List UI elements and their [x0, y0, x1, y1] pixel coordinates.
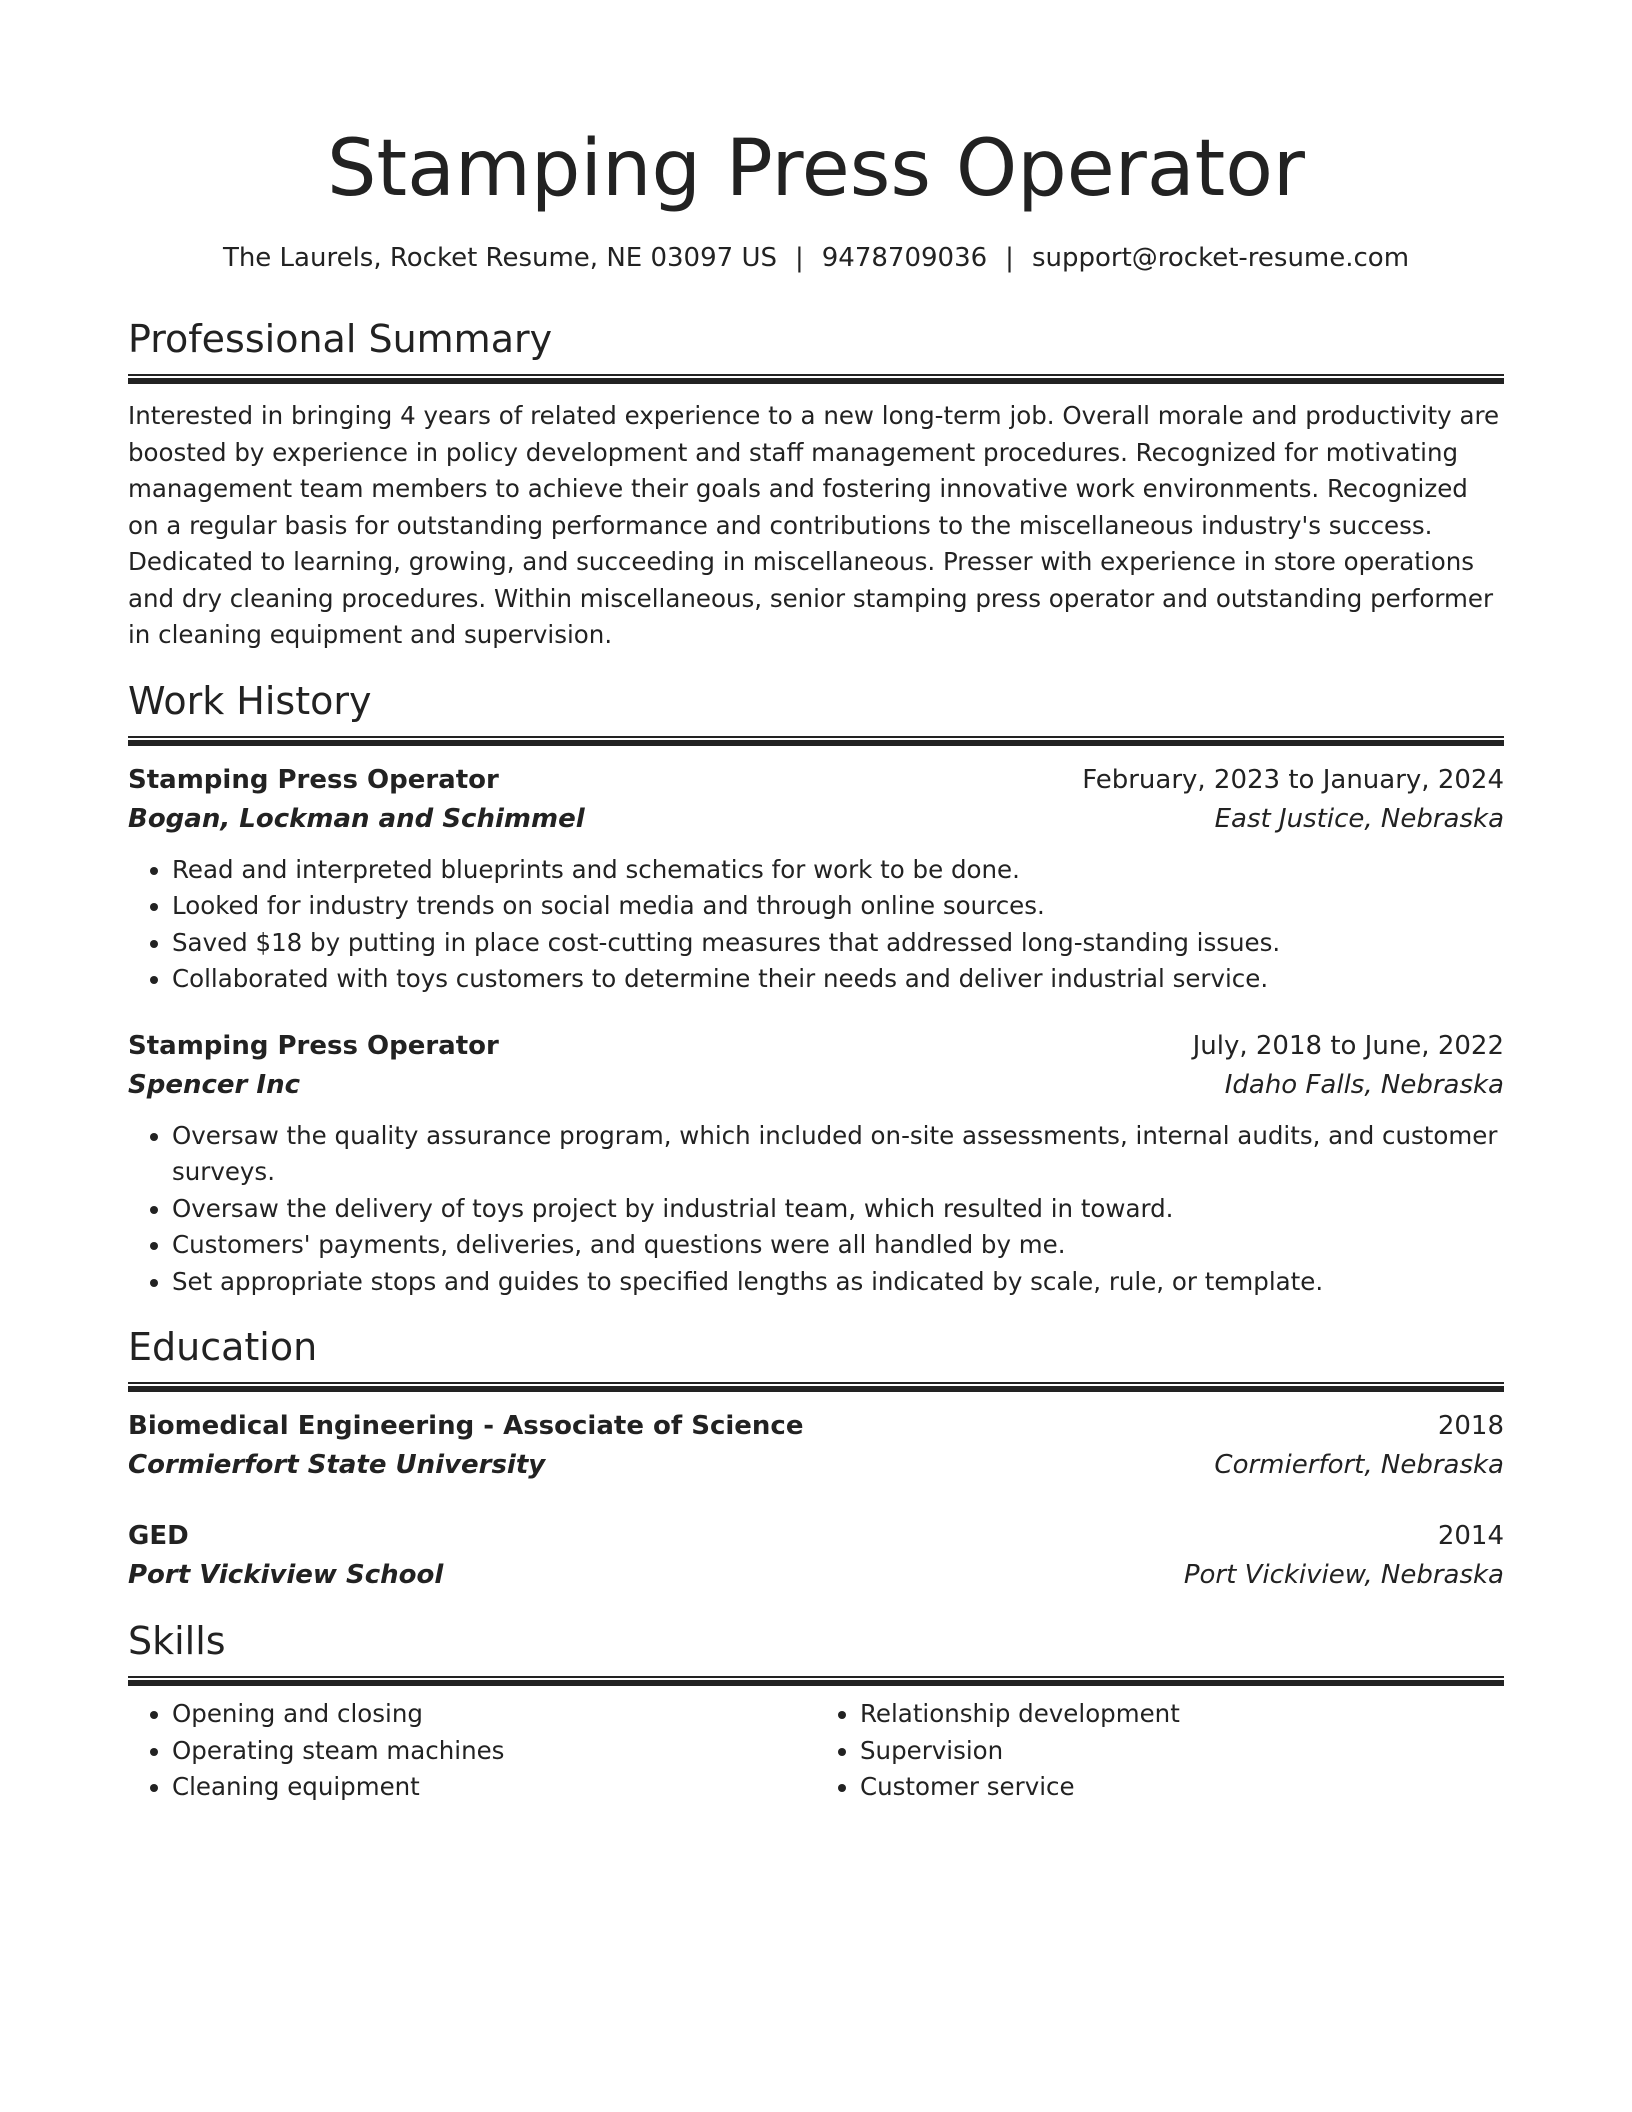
- job-title: Stamping Press Operator: [128, 1030, 499, 1061]
- education-year: 2014: [1437, 1521, 1504, 1551]
- skill-item: • Customer service: [860, 1769, 1504, 1806]
- education-school: Cormierfort State University: [128, 1450, 546, 1480]
- skills-columns: [128, 1696, 1504, 1806]
- job-bullet: • Oversaw the delivery of toys project by industrial team, which resulted in toward.: [172, 1191, 1504, 1228]
- education-degree: GED: [128, 1521, 189, 1551]
- section-title-summary: Professional Summary: [128, 317, 553, 361]
- education-school: Port Vickiview School: [128, 1560, 444, 1590]
- job-company: Spencer Inc: [128, 1069, 300, 1100]
- job-bullet: • Collaborated with toys customers to determine their needs and deliver industrial service.: [172, 961, 1504, 998]
- contact-separator: |: [1005, 243, 1014, 273]
- job-location: Idaho Falls, Nebraska: [1224, 1069, 1504, 1100]
- skill-item: • Operating steam machines: [172, 1733, 816, 1770]
- education-entry: [128, 1406, 1504, 1484]
- skill-item: • Opening and closing: [172, 1696, 816, 1733]
- job-company: Bogan, Lockman and Schimmel: [128, 803, 585, 834]
- job-bullets: [128, 1118, 1504, 1301]
- job-bullet: • Customers' payments, deliveries, and questions were all handled by me.: [172, 1227, 1504, 1264]
- job-location: East Justice, Nebraska: [1214, 803, 1504, 834]
- job-bullet: • Set appropriate stops and guides to specified lengths as indicated by scale, rule, or template.: [172, 1264, 1504, 1301]
- education-section: [128, 1322, 1504, 1594]
- section-divider: [128, 736, 1504, 746]
- job-bullet: • Oversaw the quality assurance program, which included on-site assessments, internal audits, and customer surveys.: [172, 1118, 1504, 1191]
- job-dates: February, 2023 to January, 2024: [1082, 764, 1504, 795]
- job-bullet: • Saved $18 by putting in place cost-cutting measures that addressed long-standing issues.: [172, 925, 1504, 962]
- section-divider: [128, 1382, 1504, 1392]
- job-entry: [128, 1026, 1504, 1301]
- summary-section: [128, 314, 1504, 654]
- candidate-name: Stamping Press Operator: [326, 124, 1305, 214]
- skills-section: [128, 1616, 1504, 1806]
- job-entry: [128, 760, 1504, 998]
- section-title-work-history: Work History: [128, 678, 372, 723]
- education-degree: Biomedical Engineering - Associate of Science: [128, 1411, 804, 1441]
- contact-phone: 9478709036: [821, 243, 988, 273]
- skill-item: • Cleaning equipment: [172, 1769, 816, 1806]
- job-dates: July, 2018 to June, 2022: [1192, 1030, 1504, 1061]
- section-title-education: Education: [128, 1325, 318, 1369]
- education-location: Cormierfort, Nebraska: [1214, 1450, 1504, 1480]
- skill-item: • Relationship development: [860, 1696, 1504, 1733]
- job-title: Stamping Press Operator: [128, 764, 499, 795]
- summary-text: Interested in bringing 4 years of related experience to a new long-term job. Overall morale and productivity are boosted by experience in policy development and staff management procedures. Recognized for motivating management team members to achieve their goals and fostering innovative work environments. Recognized on a regular basis for outstanding performance and contributions to the miscellaneous industry's success. Dedicated to learning, growing, and succeeding in miscellaneous. Presser with experience in store operations and dry cleaning procedures. Within miscellaneous, senior stamping press operator and outstanding performer in cleaning equipment and supervision.: [128, 401, 1500, 649]
- work-history-section: [128, 676, 1504, 1301]
- contact-separator: |: [794, 243, 804, 273]
- section-divider: [128, 1676, 1504, 1686]
- skill-item: • Supervision: [860, 1733, 1504, 1770]
- education-entry: [128, 1516, 1504, 1594]
- section-title-skills: Skills: [128, 1619, 226, 1663]
- skills-list-right: [816, 1696, 1504, 1806]
- job-bullets: [128, 852, 1504, 998]
- section-divider: [128, 374, 1504, 384]
- education-location: Port Vickiview, Nebraska: [1183, 1560, 1504, 1590]
- contact-line: [128, 238, 1504, 278]
- job-bullet: • Read and interpreted blueprints and schematics for work to be done.: [172, 852, 1504, 889]
- contact-address: The Laurels, Rocket Resume, NE 03097 US: [222, 243, 777, 273]
- skills-list-left: [128, 1696, 816, 1806]
- job-bullet: • Looked for industry trends on social media and through online sources.: [172, 888, 1504, 925]
- contact-email: support@rocket-resume.com: [1031, 243, 1410, 273]
- education-year: 2018: [1437, 1411, 1504, 1441]
